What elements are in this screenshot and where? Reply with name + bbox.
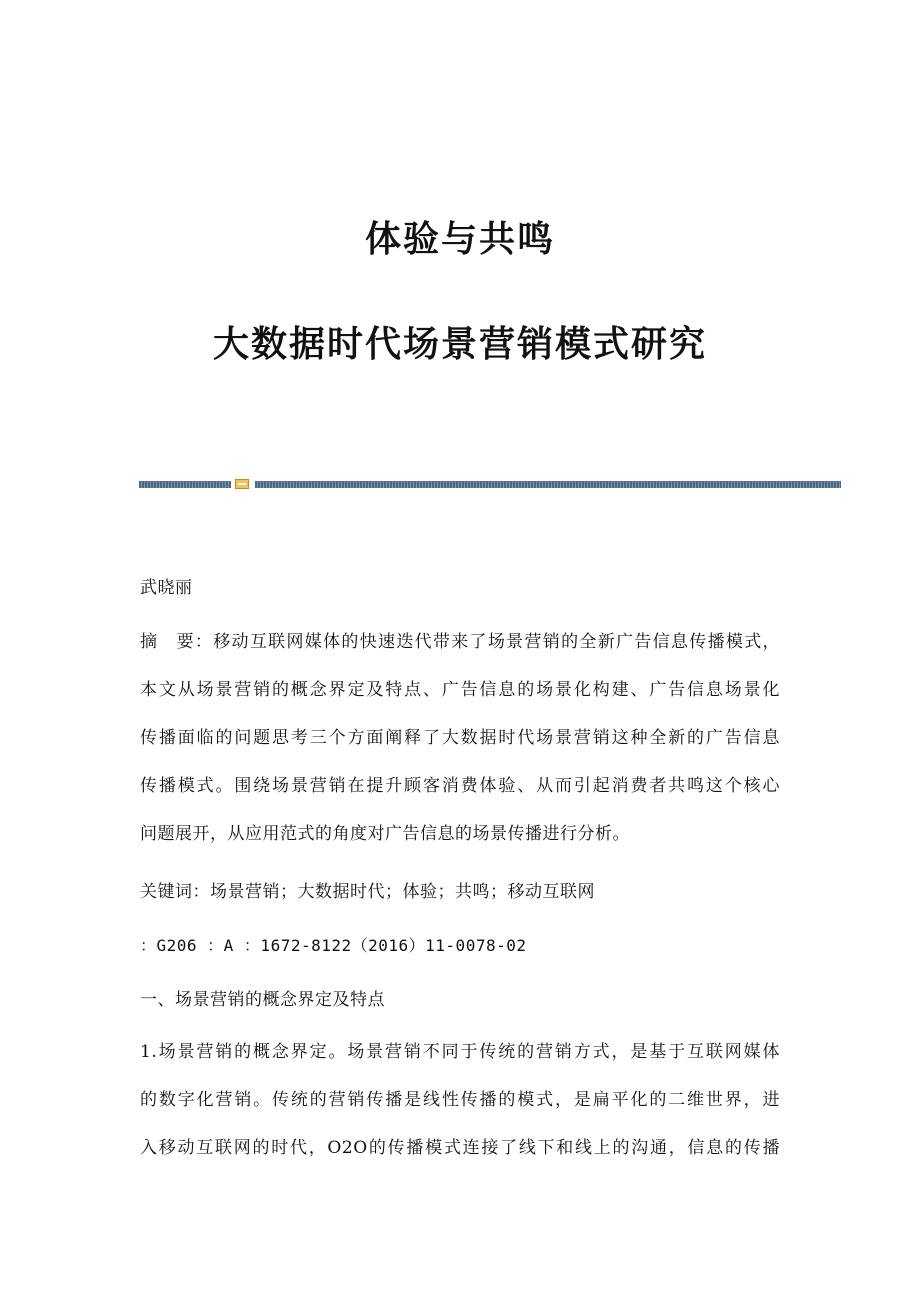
abstract-line: 传播模式。围绕场景营销在提升顾客消费体验、从而引起消费者共鸣这个核心 [140,776,780,796]
abstract-line: 本文从场景营销的概念界定及特点、广告信息的场景化构建、广告信息场景化 [140,680,780,700]
divider-emblem-icon [235,479,249,489]
body-line: 入移动互联网的时代，O2O的传播模式连接了线下和线上的沟通，信息的传播 [140,1138,780,1158]
classification-codes: ：G206 ：A ：1672-8122（2016）11-0078-02 [140,936,527,955]
title-divider [139,479,841,489]
body-line: 1.场景营销的概念界定。场景营销不同于传统的营销方式，是基于互联网媒体 [140,1042,780,1062]
abstract-line: 传播面临的问题思考三个方面阐释了大数据时代场景营销这种全新的广告信息 [140,728,780,748]
document-subtitle: 大数据时代场景营销模式研究 [212,323,707,365]
body-paragraph [140,1028,780,1172]
body-line: 的数字化营销。传统的营销传播是线性传播的模式，是扁平化的二维世界，进 [140,1090,780,1110]
abstract [140,618,780,858]
divider-right-segment [255,481,841,488]
section-heading: 一、场景营销的概念界定及特点 [140,990,385,1010]
author-name: 武晓丽 [140,578,193,598]
document-title: 体验与共鸣 [364,218,555,260]
divider-left-segment [139,481,231,488]
keywords: 关键词：场景营销；大数据时代；体验；共鸣；移动互联网 [140,882,595,902]
abstract-line: 摘 要：移动互联网媒体的快速迭代带来了场景营销的全新广告信息传播模式， [140,632,780,652]
abstract-line: 问题展开，从应用范式的角度对广告信息的场景传播进行分析。 [140,824,630,844]
